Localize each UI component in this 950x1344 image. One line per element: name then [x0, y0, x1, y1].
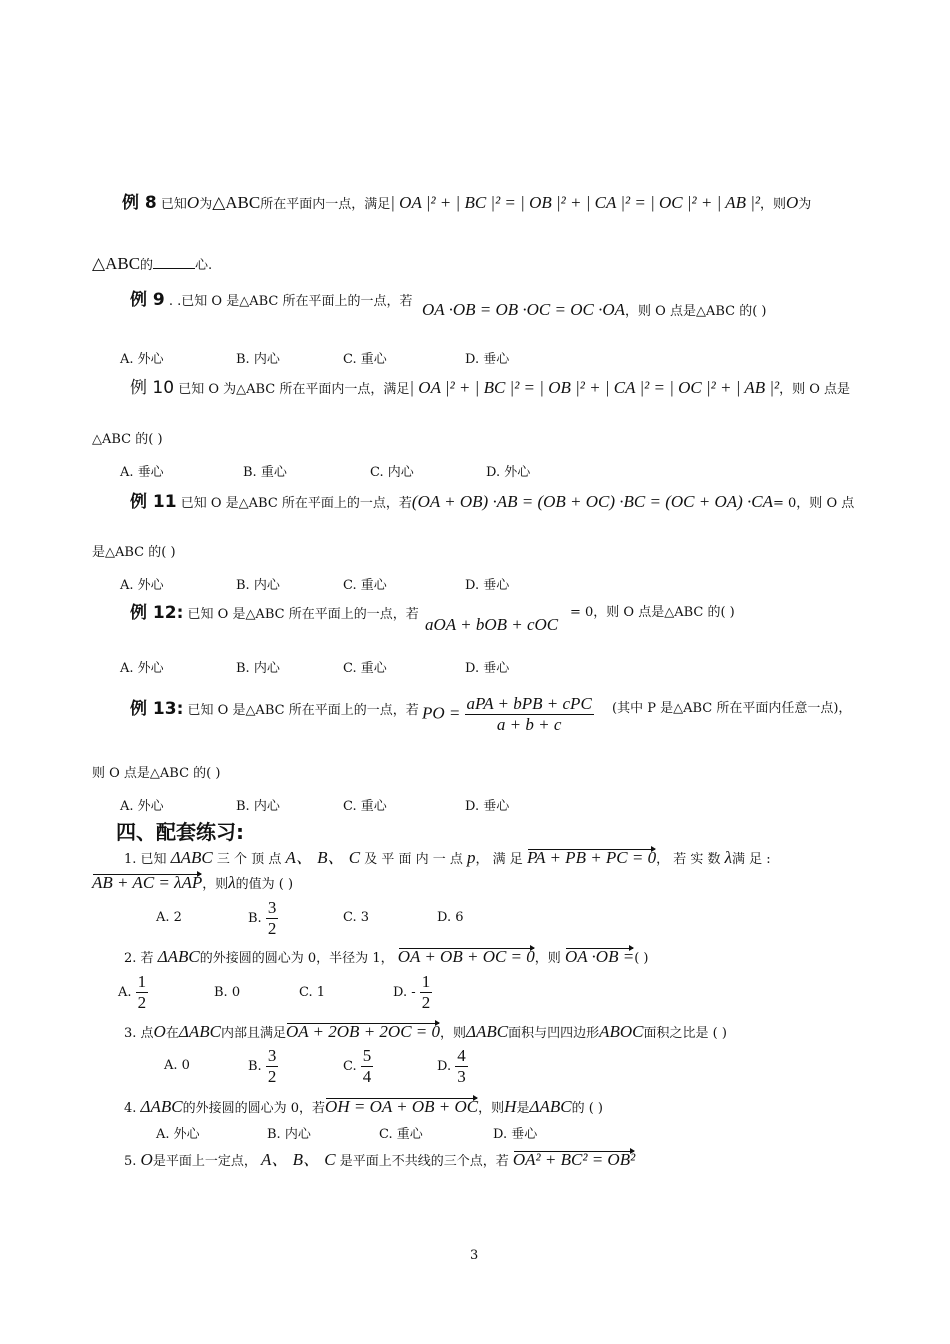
example-8-line1	[122, 193, 811, 213]
numerator: 3	[267, 898, 277, 917]
text: 在	[165, 1026, 179, 1041]
text: 的外接圆的圆心为 0，半径为 1，	[199, 951, 394, 966]
text: 5.	[124, 1154, 137, 1169]
point-p: p	[467, 848, 476, 867]
option-a: A. 2	[156, 910, 182, 925]
vector-equation: OH = OA + OB + OC	[325, 1097, 479, 1116]
option-c: C. 内心	[370, 465, 414, 480]
text: 是平面上一定点，	[152, 1154, 257, 1169]
option-a	[118, 972, 148, 1013]
text: ，则	[202, 877, 229, 892]
text: 3. 点	[124, 1026, 154, 1041]
option-c	[343, 1046, 373, 1087]
option-d: D. 垂心	[465, 352, 510, 367]
triangle: ΔABC	[178, 1022, 221, 1041]
denominator: 4	[362, 1067, 372, 1086]
text: 2. 若	[124, 951, 154, 966]
option-b: B. 内心	[267, 1127, 311, 1142]
numerator: 5	[362, 1046, 372, 1065]
text: 心.	[195, 258, 213, 273]
text: ，则 O 点是	[779, 382, 851, 397]
example-13-line2: 则 O 点是△ABC 的( )	[92, 766, 221, 781]
text: 所在平面内一点，满足	[260, 197, 391, 212]
example-10-line1	[130, 378, 850, 398]
text: 已知 O 是△ABC 所在平面上的一点，若	[187, 607, 419, 622]
points: A、 B、 C	[285, 848, 361, 867]
option-c: C. 重心	[343, 352, 387, 367]
point-o: O	[786, 193, 799, 212]
point-o: O	[186, 193, 200, 212]
text: ，则	[760, 197, 787, 212]
equation: OA ·OB = OB ·OC = OC ·OA	[422, 300, 626, 319]
text: ，则	[534, 951, 561, 966]
fraction	[266, 898, 279, 939]
example-8-label: 例 8	[122, 193, 157, 213]
triangle-abc: △ABC	[212, 193, 261, 212]
fraction	[361, 1046, 374, 1087]
numerator: 1	[421, 972, 431, 991]
option-b: B. 0	[214, 985, 241, 1000]
answer-blank	[153, 268, 195, 269]
option-d: D. 6	[437, 910, 464, 925]
text: 已知 O 是△ABC 所在平面上的一点，若	[187, 703, 419, 718]
option-d: D. 垂心	[465, 799, 510, 814]
option-a: A. 外心	[120, 352, 164, 367]
fraction	[136, 972, 149, 1013]
example-13-label: 例 13:	[130, 699, 184, 719]
example-12-line1	[130, 603, 419, 623]
text: ， 若 实 数	[656, 852, 721, 867]
text: 三 个 顶 点	[216, 852, 282, 867]
text: 1. 已知	[124, 852, 167, 867]
example-13-tail: (其中 P 是△ABC 所在平面内任意一点)，	[612, 701, 852, 716]
text: 的	[140, 258, 154, 273]
vector-equation: OA + 2OB + 2OC = 0	[285, 1022, 440, 1041]
points: A、 B、 C	[260, 1150, 336, 1169]
triangle: ΔABC	[140, 1097, 183, 1116]
option-label: A.	[118, 985, 132, 1000]
equation: | OA |² + | BC |² = | OB |² + | CA |² = | OC |² + | AB |²	[409, 378, 780, 397]
question-1-line2	[92, 873, 293, 893]
fraction	[420, 972, 433, 1013]
equation: | OA |² + | BC |² = | OB |² + | CA |² = | OC |² + | AB |²	[390, 193, 760, 212]
example-12-tail: = 0，则 O 点是△ABC 的( )	[570, 605, 735, 620]
text: = 0，则 O 点	[773, 496, 855, 511]
text: 为	[199, 197, 213, 212]
option-b: B. 内心	[236, 799, 280, 814]
text: 已知 O 为△ABC 所在平面内一点，满足	[178, 382, 410, 397]
text: 满 足 :	[732, 852, 771, 867]
triangle: ΔABC	[170, 848, 213, 867]
option-c: C. 重心	[379, 1127, 423, 1142]
vector-equation: PA + PB + PC = 0	[526, 848, 657, 867]
point-o: O	[140, 1150, 153, 1169]
text: 4.	[124, 1101, 137, 1116]
text: 内部且满足	[220, 1026, 286, 1041]
option-a: A. 外心	[120, 661, 164, 676]
text: 已知 O 是△ABC 所在平面上的一点，若	[180, 496, 412, 511]
example-13-equation	[422, 694, 594, 736]
option-label: B.	[248, 911, 262, 926]
lambda: λ	[228, 873, 236, 892]
option-label: C.	[343, 1059, 357, 1074]
option-b: B. 重心	[243, 465, 287, 480]
example-11-line2: 是△ABC 的( )	[92, 545, 176, 560]
question-3-line	[124, 1022, 727, 1042]
option-c: C. 1	[299, 985, 326, 1000]
option-d: D. 垂心	[465, 661, 510, 676]
point-h: H	[504, 1097, 517, 1116]
option-b	[248, 898, 278, 939]
page-number: 3	[470, 1248, 479, 1263]
option-d: D. 外心	[486, 465, 531, 480]
example-9-line1	[130, 290, 412, 310]
text: 及 平 面 内 一 点	[364, 852, 463, 867]
numerator: 3	[267, 1046, 277, 1065]
example-13-line1	[130, 699, 419, 719]
option-label: D. -	[393, 985, 416, 1000]
vector-equation: OA² + BC² = OB²	[512, 1150, 636, 1169]
equation: (OA + OB) ·AB = (OB + OC) ·BC = (OC + OA) ·CA	[411, 492, 774, 511]
option-a: A. 外心	[120, 799, 164, 814]
option-b	[248, 1046, 278, 1087]
numerator: 4	[457, 1046, 466, 1065]
numerator: aPA + bPB + cPC	[465, 694, 594, 715]
option-c: C. 重心	[343, 799, 387, 814]
numerator: 1	[137, 972, 147, 991]
example-12-label: 例 12:	[130, 603, 184, 623]
option-label: D.	[437, 1059, 452, 1074]
option-label: B.	[248, 1059, 262, 1074]
example-8-line2	[92, 254, 212, 274]
text: . .已知 O 是△ABC 所在平面上的一点，若	[168, 294, 413, 309]
option-a: A. 0	[164, 1058, 190, 1073]
text: ，则 O 点是△ABC 的( )	[625, 304, 767, 319]
example-9-label: 例 9	[130, 290, 165, 310]
example-10-label: 例 10	[130, 378, 175, 398]
question-5-line	[124, 1150, 635, 1170]
example-10-line2: △ABC 的( )	[92, 432, 163, 447]
text: ( )	[634, 951, 649, 966]
option-c: C. 重心	[343, 578, 387, 593]
option-a: A. 垂心	[120, 465, 164, 480]
example-12-equation	[425, 615, 558, 635]
text: 的值为 ( )	[235, 877, 294, 892]
fraction	[465, 694, 594, 736]
text: ，则	[478, 1101, 505, 1116]
lambda: λ	[724, 848, 733, 867]
triangle: ΔABC	[157, 947, 200, 966]
option-c: C. 3	[343, 910, 370, 925]
example-9-equation	[422, 300, 766, 320]
denominator: 2	[267, 919, 277, 938]
denominator: a + b + c	[496, 715, 562, 735]
text: 为	[798, 197, 812, 212]
vector-equation: AB + AC = λAP	[92, 873, 203, 892]
denominator: 2	[267, 1067, 277, 1086]
question-1-line1	[124, 848, 771, 868]
question-2-line	[124, 947, 648, 967]
text: 的外接圆的圆心为 0，若	[182, 1101, 326, 1116]
option-d	[393, 972, 432, 1013]
section-title: 四、配套练习:	[116, 820, 244, 844]
option-b: B. 内心	[236, 578, 280, 593]
text: 面积之比是 ( )	[643, 1026, 727, 1041]
equation-lhs: PO =	[422, 703, 461, 723]
triangle-abc: △ABC	[92, 254, 141, 273]
option-b: B. 内心	[236, 352, 280, 367]
fraction	[266, 1046, 279, 1087]
vector-equation: OA + OB + OC = 0	[397, 947, 535, 966]
equation: aOA + bOB + cOC	[425, 615, 559, 634]
denominator: 3	[457, 1067, 466, 1086]
fraction	[455, 1046, 468, 1087]
text: 面积与凹四边形	[508, 1026, 600, 1041]
text: 已知	[160, 197, 187, 212]
option-c: C. 重心	[343, 661, 387, 676]
denominator: 2	[421, 993, 431, 1012]
example-11-line1	[130, 492, 854, 512]
triangle: ΔABC	[529, 1097, 572, 1116]
text: 的 ( )	[571, 1101, 603, 1116]
point-o: O	[153, 1022, 166, 1041]
question-4-line	[124, 1097, 603, 1117]
option-d: D. 垂心	[493, 1127, 538, 1142]
text: ， 满 足	[475, 852, 523, 867]
option-a: A. 外心	[120, 578, 164, 593]
option-b: B. 内心	[236, 661, 280, 676]
option-d	[437, 1046, 468, 1087]
text: ，则	[440, 1026, 467, 1041]
quadrilateral: ABOC	[599, 1022, 644, 1041]
vector-equation: OA ·OB =	[564, 947, 635, 966]
triangle: ΔABC	[466, 1022, 509, 1041]
text: 是平面上不共线的三个点，若	[339, 1154, 509, 1169]
denominator: 2	[137, 993, 147, 1012]
option-d: D. 垂心	[465, 578, 510, 593]
option-a: A. 外心	[156, 1127, 200, 1142]
text: 是	[516, 1101, 530, 1116]
example-11-label: 例 11	[130, 492, 177, 512]
